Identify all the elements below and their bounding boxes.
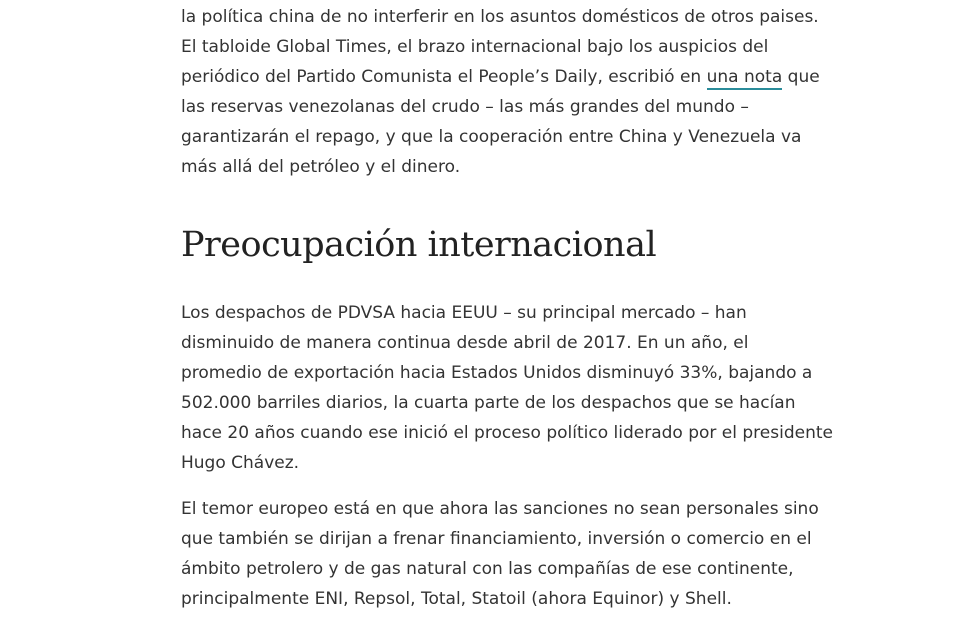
paragraph-text: la política china de no interferir en los asuntos domésticos de otros paises. El tabloide Global Times, el brazo internacional bajo los auspicios del periódico del Partido Comunista el People’s Daily, escribió en [181,7,819,87]
paragraph-text: que las reservas venezolanas del crudo – las más grandes del mundo – garantizarán el repago, y que la cooperación entre China y Venezuela va más allá del petróleo y el dinero. [181,67,820,177]
section-heading: Preocupación internacional [181,225,657,265]
paragraph-pdvsa-exports: Los despachos de PDVSA hacia EEUU – su principal mercado – han disminuido de manera continua desde abril de 2017. En un año, el promedio de exportación hacia Estados Unidos disminuyó 33%, bajando a 502.000 barriles diarios, la cuarta parte de los despachos que se hacían hace 20 años cuando ese inició el proceso político liderado por el presidente Hugo Chávez. [181,303,833,473]
una-nota-link[interactable]: una nota [707,67,783,90]
article-body [181,2,833,614]
paragraph-european-fear: El temor europeo está en que ahora las sanciones no sean personales sino que también se dirijan a frenar financiamiento, inversión o comercio en el ámbito petrolero y de gas natural con las compañías de ese continente, principalmente ENI, Repsol, Total, Statoil (ahora Equinor) y Shell. [181,499,819,609]
paragraph-china-policy [181,2,833,182]
